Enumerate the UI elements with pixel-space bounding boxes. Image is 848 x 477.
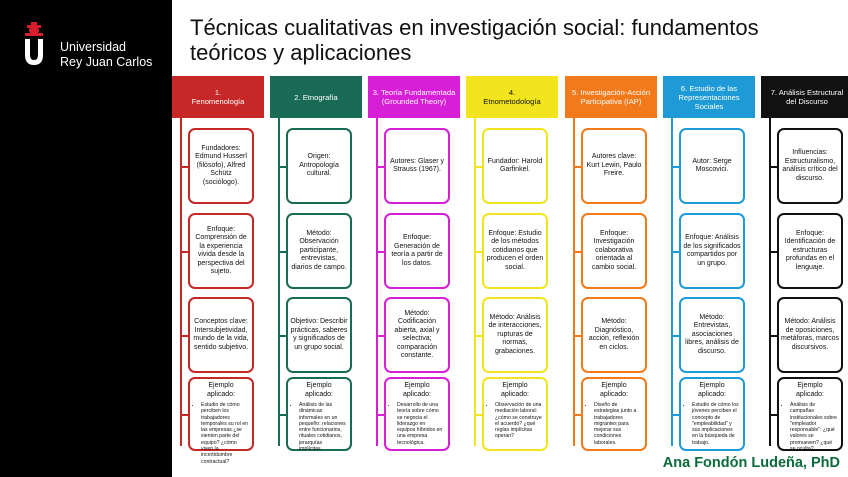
branch-connector [475,414,482,416]
example-list [587,402,641,446]
branch-connector [672,414,679,416]
technique-detail-box: Método: Diagnóstico, acción, reflexión en ciclos. [581,297,647,373]
branch-connector [279,414,286,416]
technique-detail-box: Enfoque: Investigación colaborativa orientada al cambio social. [581,213,647,289]
technique-column [172,76,264,465]
technique-column [368,76,460,456]
example-title: Ejemplo aplicado: [402,382,432,398]
technique-header: 3. Teoría Fundamentada (Grounded Theory) [368,76,460,118]
example-text: • Observación de una mediación laboral: ¿cómo se construye el acuerdo? ¿qué reglas implícitas operan? [495,402,542,440]
technique-column [663,76,755,456]
technique-detail-box: Fundador: Harold Garfinkel. [482,128,548,204]
branch-connector [279,166,286,168]
technique-detail-box: Autores: Glaser y Strauss (1967). [384,128,450,204]
technique-header: 6. Estudio de las Representaciones Sociales [663,76,755,118]
branch-connector [181,166,188,168]
technique-detail-box: Método: Codificación abierta, axial y selectiva; comparación constante. [384,297,450,373]
example-box [188,377,254,465]
branch-connector [279,335,286,337]
branch-connector [672,166,679,168]
example-list [390,402,444,446]
technique-detail-box: Enfoque: Generación de teoría a partir de los datos. [384,213,450,289]
branch-connector [475,166,482,168]
technique-column [466,76,558,456]
technique-detail-box: Autores clave: Kurt Lewin, Paulo Freire. [581,128,647,204]
technique-detail-box: Método: Análisis de interacciones, rupturas de normas, grabaciones. [482,297,548,373]
example-title: Ejemplo aplicado: [500,382,530,398]
university-name-line2: Rey Juan Carlos [60,55,153,69]
technique-header: 2. Etnografía [270,76,362,118]
example-list [783,402,837,452]
author-name: Ana Fondón Ludeña, PhD [662,455,840,471]
page-title: Técnicas cualitativas en investigación social: fundamentos teóricos y aplicaciones [190,15,759,65]
technique-header: 5. Investigación-Acción Participativa (IAP) [565,76,657,118]
example-title: Ejemplo aplicado: [795,382,825,398]
branch-connector [181,251,188,253]
branch-connector [770,166,777,168]
branch-connector [475,251,482,253]
example-text: • Desarrollo de una teoría sobre cómo se negocia el liderazgo en equipos híbridos en una empresa tecnológica. [397,402,444,446]
example-text: • Estudio de cómo los jóvenes perciben el concepto de "empleabilidad" y sus implicaciones en la búsqueda de trabajo. [692,402,739,446]
branch-connector [672,251,679,253]
example-box [777,377,843,451]
example-text: • Análisis de las dinámicas informales en un pequeño: relaciones entre funcionarios, rituales cotidianos, jerarquías implícitas. [299,402,346,452]
branch-connector [574,414,581,416]
example-title: Ejemplo aplicado: [697,382,727,398]
branch-connector [475,335,482,337]
technique-detail-box: Enfoque: Comprensión de la experiencia vivida desde la perspectiva del sujeto. [188,213,254,289]
technique-column [565,76,657,456]
example-box [384,377,450,451]
example-box [482,377,548,451]
branch-connector [574,166,581,168]
university-name-line1: Universidad [60,40,127,54]
example-list [685,402,739,446]
branch-connector [770,335,777,337]
technique-detail-box: Fundadores: Edmund Husserl (filósofo), Alfred Schütz (sociólogo). [188,128,254,204]
example-list [194,402,248,465]
technique-detail-box: Autor: Serge Moscovici. [679,128,745,204]
technique-header: 1. Fenomenología [172,76,264,118]
technique-header: 4. Etnometodología [466,76,558,118]
example-text: • Estudio de cómo perciben los trabajadores temporales su rol en las empresas ¿se sienten parte del equipo? ¿cómo viven la incertidumbre contractual? [201,402,248,465]
technique-detail-box: Conceptos clave: Intersubjetividad, mundo de la vida, sentido subjetivo. [188,297,254,373]
example-title: Ejemplo aplicado: [206,382,236,398]
university-logo-icon [22,22,46,66]
technique-detail-box: Enfoque: Análisis de los significados compartidos por un grupo. [679,213,745,289]
branch-connector [574,335,581,337]
example-text: • Análisis de campañas institucionales sobre "empleador responsable": ¿qué valores se promueven? ¿qué se oculta? [790,402,837,452]
example-list [488,402,542,440]
technique-detail-box: Método: Análisis de oposiciones, metáforas, marcos discursivos. [777,297,843,373]
branch-connector [377,414,384,416]
branch-connector [672,335,679,337]
branch-connector [279,251,286,253]
technique-detail-box: Método: Observación participante, entrevistas, diarios de campo. [286,213,352,289]
example-text: • Diseño de estrategias junto a trabajadores migrantes para mejorar sus condiciones laborales. [594,402,641,446]
branch-connector [377,335,384,337]
technique-column [270,76,362,456]
branch-connector [181,414,188,416]
branch-connector [377,166,384,168]
technique-detail-box: Objetivo: Describir prácticas, saberes y significados de un grupo social. [286,297,352,373]
technique-detail-box: Origen: Antropología cultural. [286,128,352,204]
example-list [292,402,346,452]
branch-connector [770,251,777,253]
technique-header: 7. Análisis Estructural del Discurso [761,76,848,118]
technique-detail-box: Enfoque: Identificación de estructuras profundas en el lenguaje. [777,213,843,289]
university-name [60,40,152,70]
example-title: Ejemplo aplicado: [599,382,629,398]
sidebar [0,0,172,477]
branch-connector [181,335,188,337]
technique-detail-box: Influencias: Estructuralismo, análisis crítico del discurso. [777,128,843,204]
example-box [679,377,745,451]
technique-column [761,76,848,456]
branch-connector [574,251,581,253]
example-box [286,377,352,451]
branch-connector [770,414,777,416]
technique-detail-box: Enfoque: Estudio de los métodos cotidianos que producen el orden social. [482,213,548,289]
technique-detail-box: Método: Entrevistas, asociaciones libres, análisis de discurso. [679,297,745,373]
branch-connector [377,251,384,253]
example-title: Ejemplo aplicado: [304,382,334,398]
example-box [581,377,647,451]
